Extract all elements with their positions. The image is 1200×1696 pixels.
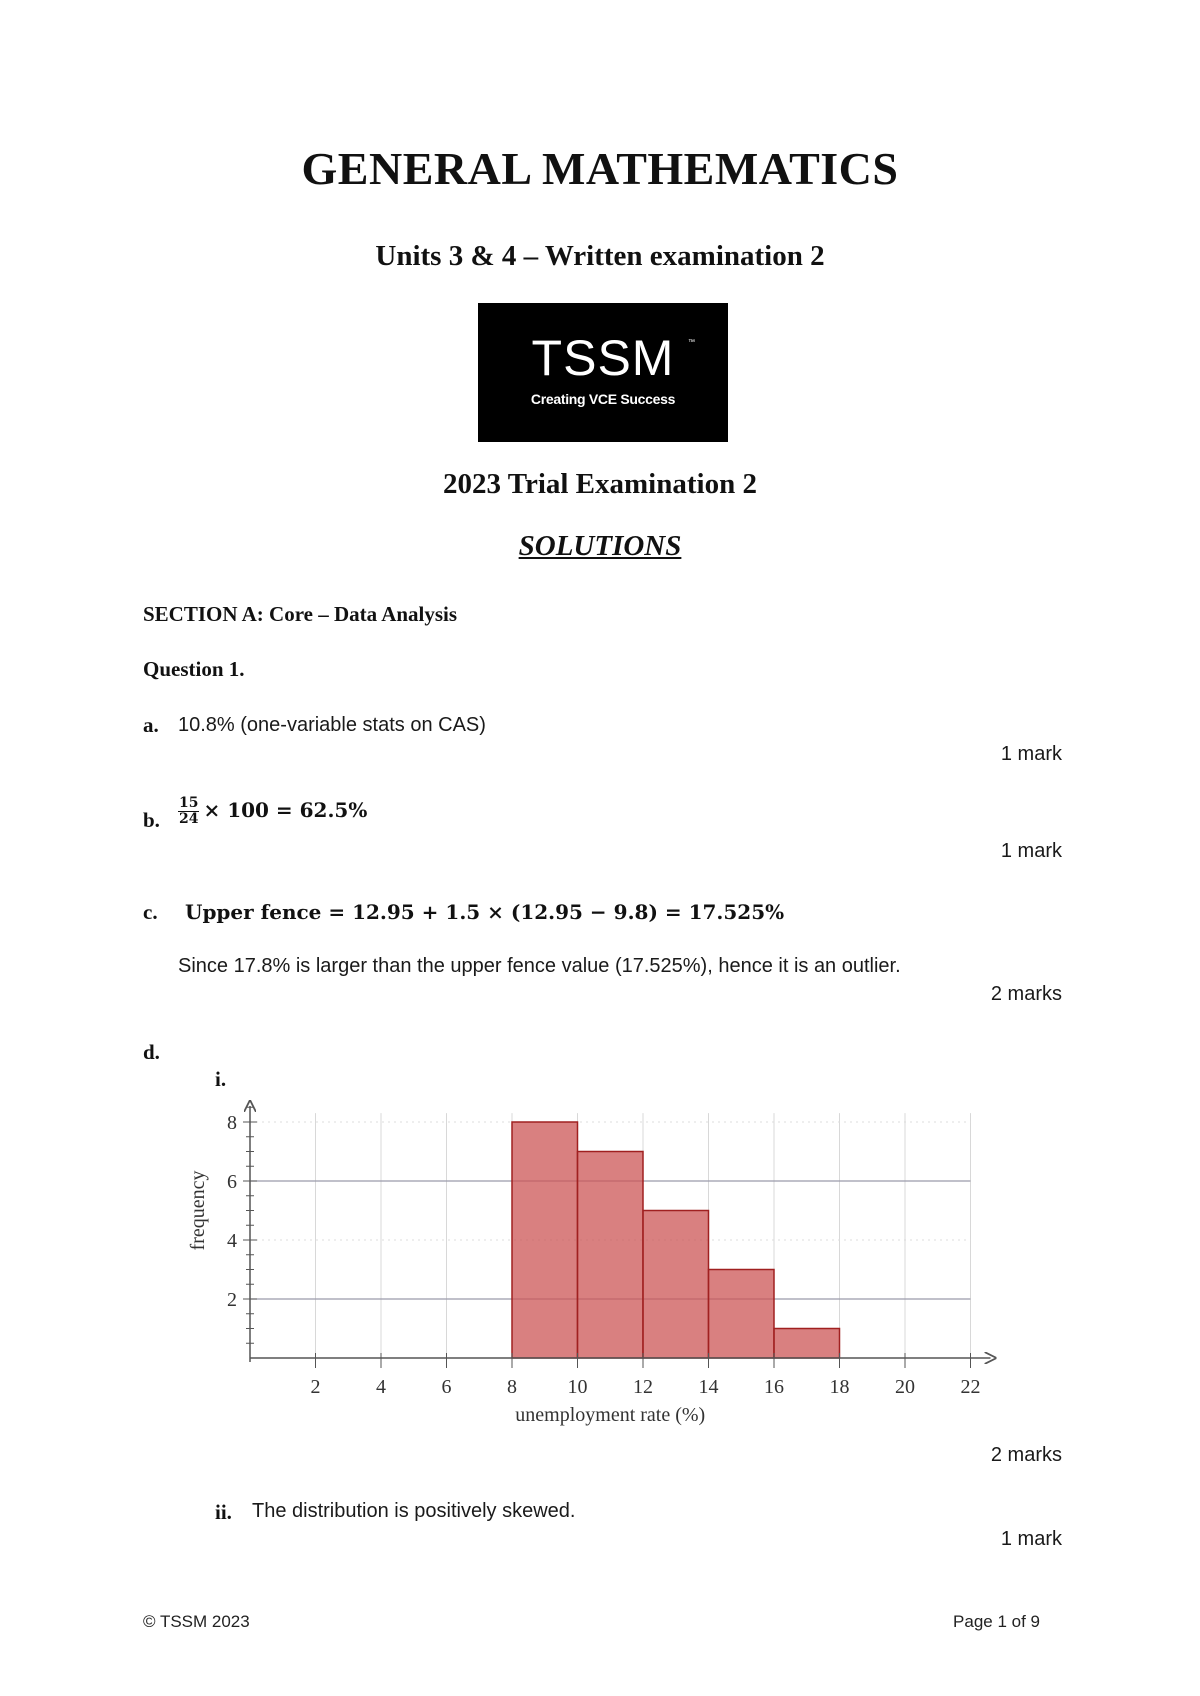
fraction-numerator: 15 xyxy=(179,795,199,811)
section-heading: SECTION A: Core – Data Analysis xyxy=(143,602,458,626)
histogram-bar xyxy=(512,1122,578,1358)
part-a-marks: 1 mark xyxy=(1000,743,1062,765)
x-tick-label: 12 xyxy=(633,1376,653,1398)
part-c-marks: 2 marks xyxy=(990,983,1062,1005)
x-tick-label: 6 xyxy=(441,1376,452,1398)
histogram-bar xyxy=(578,1152,644,1359)
x-tick-label: 20 xyxy=(895,1376,915,1398)
fraction-denominator: 24 xyxy=(179,811,199,827)
y-tick-label: 4 xyxy=(227,1230,237,1252)
tssm-logo xyxy=(478,303,728,442)
logo-tagline: Creating VCE Success xyxy=(530,391,676,407)
part-d-label: d. xyxy=(143,1040,160,1064)
document-subtitle: Units 3 & 4 – Written examination 2 xyxy=(375,240,825,272)
x-axis-label: unemployment rate (%) xyxy=(515,1404,706,1426)
x-tick-label: 10 xyxy=(567,1376,588,1398)
x-tick-label: 2 xyxy=(310,1376,321,1398)
part-c-label: c. xyxy=(143,900,158,924)
x-tick-label: 4 xyxy=(376,1376,386,1398)
histogram-bar xyxy=(643,1211,709,1359)
x-tick-label: 16 xyxy=(764,1376,784,1398)
footer-page-number: Page 1 of 9 xyxy=(953,1612,1040,1631)
part-d-ii-marks: 1 mark xyxy=(1000,1528,1062,1550)
histogram-bar xyxy=(774,1329,840,1359)
histogram-chart xyxy=(187,1098,1010,1443)
part-c-explanation: Since 17.8% is larger than the upper fence value (17.525%), hence it is an outlier. xyxy=(178,955,901,977)
logo-name: TSSM xyxy=(531,330,675,386)
x-tick-label: 22 xyxy=(960,1376,981,1398)
part-b-marks: 1 mark xyxy=(1000,840,1062,862)
x-tick-label: 14 xyxy=(698,1376,719,1398)
y-tick-label: 6 xyxy=(227,1171,237,1193)
part-b-label: b. xyxy=(143,808,160,832)
question-heading: Question 1. xyxy=(143,657,245,681)
fraction xyxy=(178,796,199,827)
part-d-i-label: i. xyxy=(215,1067,227,1091)
part-d-ii-answer: The distribution is positively skewed. xyxy=(252,1500,576,1522)
x-tick-label: 18 xyxy=(829,1376,850,1398)
solutions-heading: SOLUTIONS xyxy=(518,530,682,562)
x-tick-label: 8 xyxy=(507,1376,517,1398)
part-d-ii-label: ii. xyxy=(215,1500,232,1524)
logo-trademark: ™ xyxy=(688,339,695,346)
part-a-answer: 10.8% (one-variable stats on CAS) xyxy=(178,714,486,736)
y-tick-label: 2 xyxy=(227,1289,237,1311)
part-b-expr: × 100 = 62.5% xyxy=(203,798,368,822)
exam-name: 2023 Trial Examination 2 xyxy=(443,468,757,500)
document-title: GENERAL MATHEMATICS xyxy=(301,143,899,194)
part-c-expression: Upper fence = 12.95 + 1.5 × (12.95 − 9.8) = 17.525% xyxy=(185,900,785,924)
part-d-i-marks: 2 marks xyxy=(990,1444,1062,1466)
y-axis-label: frequency xyxy=(187,1170,209,1251)
footer-copyright: © TSSM 2023 xyxy=(143,1612,250,1631)
y-tick-label: 8 xyxy=(227,1112,237,1134)
part-a-label: a. xyxy=(143,713,159,737)
part-b-expression xyxy=(178,796,367,827)
histogram-bar xyxy=(709,1270,775,1359)
